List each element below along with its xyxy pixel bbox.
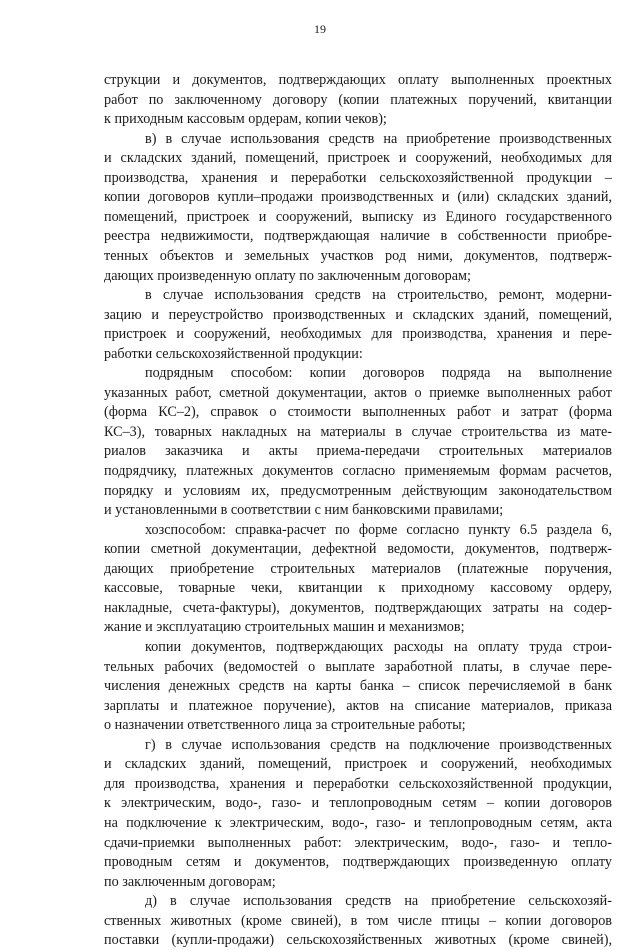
text-line: д) в случае использования средств на приобретение сельскохозяй- <box>145 893 612 910</box>
text-line: поставки (купли-продажи) сельскохозяйственных животных (кроме свиней), <box>104 932 612 949</box>
text-line: по заключенным договорам; <box>104 873 276 890</box>
text-line: струкции и документов, подтверждающих оплату выполненных проектных <box>104 72 612 88</box>
text-line: для производства, хранения и переработки сельскохозяйственной продукции, <box>104 775 612 792</box>
text-line: кассовые, товарные чеки, квитанции к приходному кассовому ордеру, <box>104 580 612 597</box>
text-line: КС–3), товарных накладных на материалы в случае строительства из мате- <box>104 423 612 440</box>
text-line: (форма КС–2), справок о стоимости выполненных работ и затрат (форма <box>104 404 612 421</box>
text-line: накладные, счета-фактуры), документов, подтверждающих затраты на содер- <box>104 599 612 616</box>
text-line: сдачи-приемки выполненных работ: электрическим, водо-, газо- и тепло- <box>104 834 612 851</box>
text-line: и складских зданий, помещений, пристроек и сооружений, необходимых для <box>104 150 612 167</box>
text-line: ственных животных (кроме свиней), в том числе птицы – копии договоров <box>104 912 612 929</box>
text-line: г) в случае использования средств на подключение производственных <box>145 736 612 753</box>
text-line: и установленными в соответствии с ним банковскими правилами; <box>104 502 504 519</box>
text-line: дающих приобретение строительных материалов (платежные поручения, <box>104 560 612 577</box>
text-line: и складских зданий, помещений, пристроек и сооружений, необходимых <box>104 756 612 773</box>
text-line: проводным сетям и документов, подтверждающих произведенную оплату <box>104 854 612 870</box>
text-line: о назначении ответственного лица за строительные работы; <box>104 717 466 734</box>
text-line: помещений, пристроек и сооружений, выписку из Единого государственного <box>104 208 612 225</box>
text-line: дающих произведенную оплату по заключенным договорам; <box>104 267 471 284</box>
text-line: к приходным кассовым ордерам, копии чеков); <box>104 111 387 128</box>
text-line: работ по заключенному договору (копии платежных поручений, квитанции <box>104 91 612 108</box>
text-line: работки сельскохозяйственной продукции: <box>104 345 363 362</box>
text-line: риалов заказчика и акты приема-передачи строительных материалов <box>104 443 612 460</box>
text-line: зарплаты и платежное поручение), актов на списание материалов, приказа <box>104 697 612 714</box>
text-line: порядку и условиям их, предусмотренным действующим законодательством <box>104 482 612 499</box>
text-line: хозспособом: справка-расчет по форме согласно пункту 6.5 раздела 6, <box>145 521 612 538</box>
page-number: 19 <box>314 22 326 36</box>
text-line: тенных объектов и земельных участков род ними, документов, подтверж- <box>104 248 612 264</box>
text-line: производства, хранения и переработки сельскохозяйственной продукции – <box>104 169 612 186</box>
text-line: числения денежных средств на карты банка – список перечисляемой в банк <box>104 678 612 695</box>
text-line: тельных рабочих (ведомостей о выплате заработной платы, в случае пере- <box>104 658 612 675</box>
text-line: зацию и переустройство производственных и складских зданий, помещений, <box>104 306 612 323</box>
text-line: копии договоров купли–продажи производственных и (или) складских зданий, <box>104 189 612 206</box>
text-line: в) в случае использования средств на приобретение производственных <box>145 130 612 147</box>
text-line: в случае использования средств на строительство, ремонт, модерни- <box>145 287 612 304</box>
text-line: подрядным способом: копии договоров подряда на выполнение <box>145 365 612 382</box>
text-line: на подключение к электрическим, водо-, газо- и теплопроводным сетям, акта <box>104 814 612 831</box>
text-line: копии сметной документации, дефектной ведомости, документов, подтверж- <box>104 541 612 558</box>
text-line: к электрическим, водо-, газо- и теплопроводным сетям – копии договоров <box>104 795 612 812</box>
text-line: указанных работ, сметной документации, актов о приемке выполненных работ <box>104 384 612 401</box>
text-line: жание и эксплуатацию строительных машин и механизмов; <box>104 619 465 636</box>
text-line: пристроек и сооружений, необходимых для производства, хранения и пере- <box>104 326 612 343</box>
text-line: копии документов, подтверждающих расходы на оплату труда строи- <box>145 639 612 655</box>
text-line: подрядчику, платежных документов согласно применяемым формам расчетов, <box>104 463 612 479</box>
text-line: реестра недвижимости, подтверждающая наличие в собственности приобре- <box>104 228 612 245</box>
